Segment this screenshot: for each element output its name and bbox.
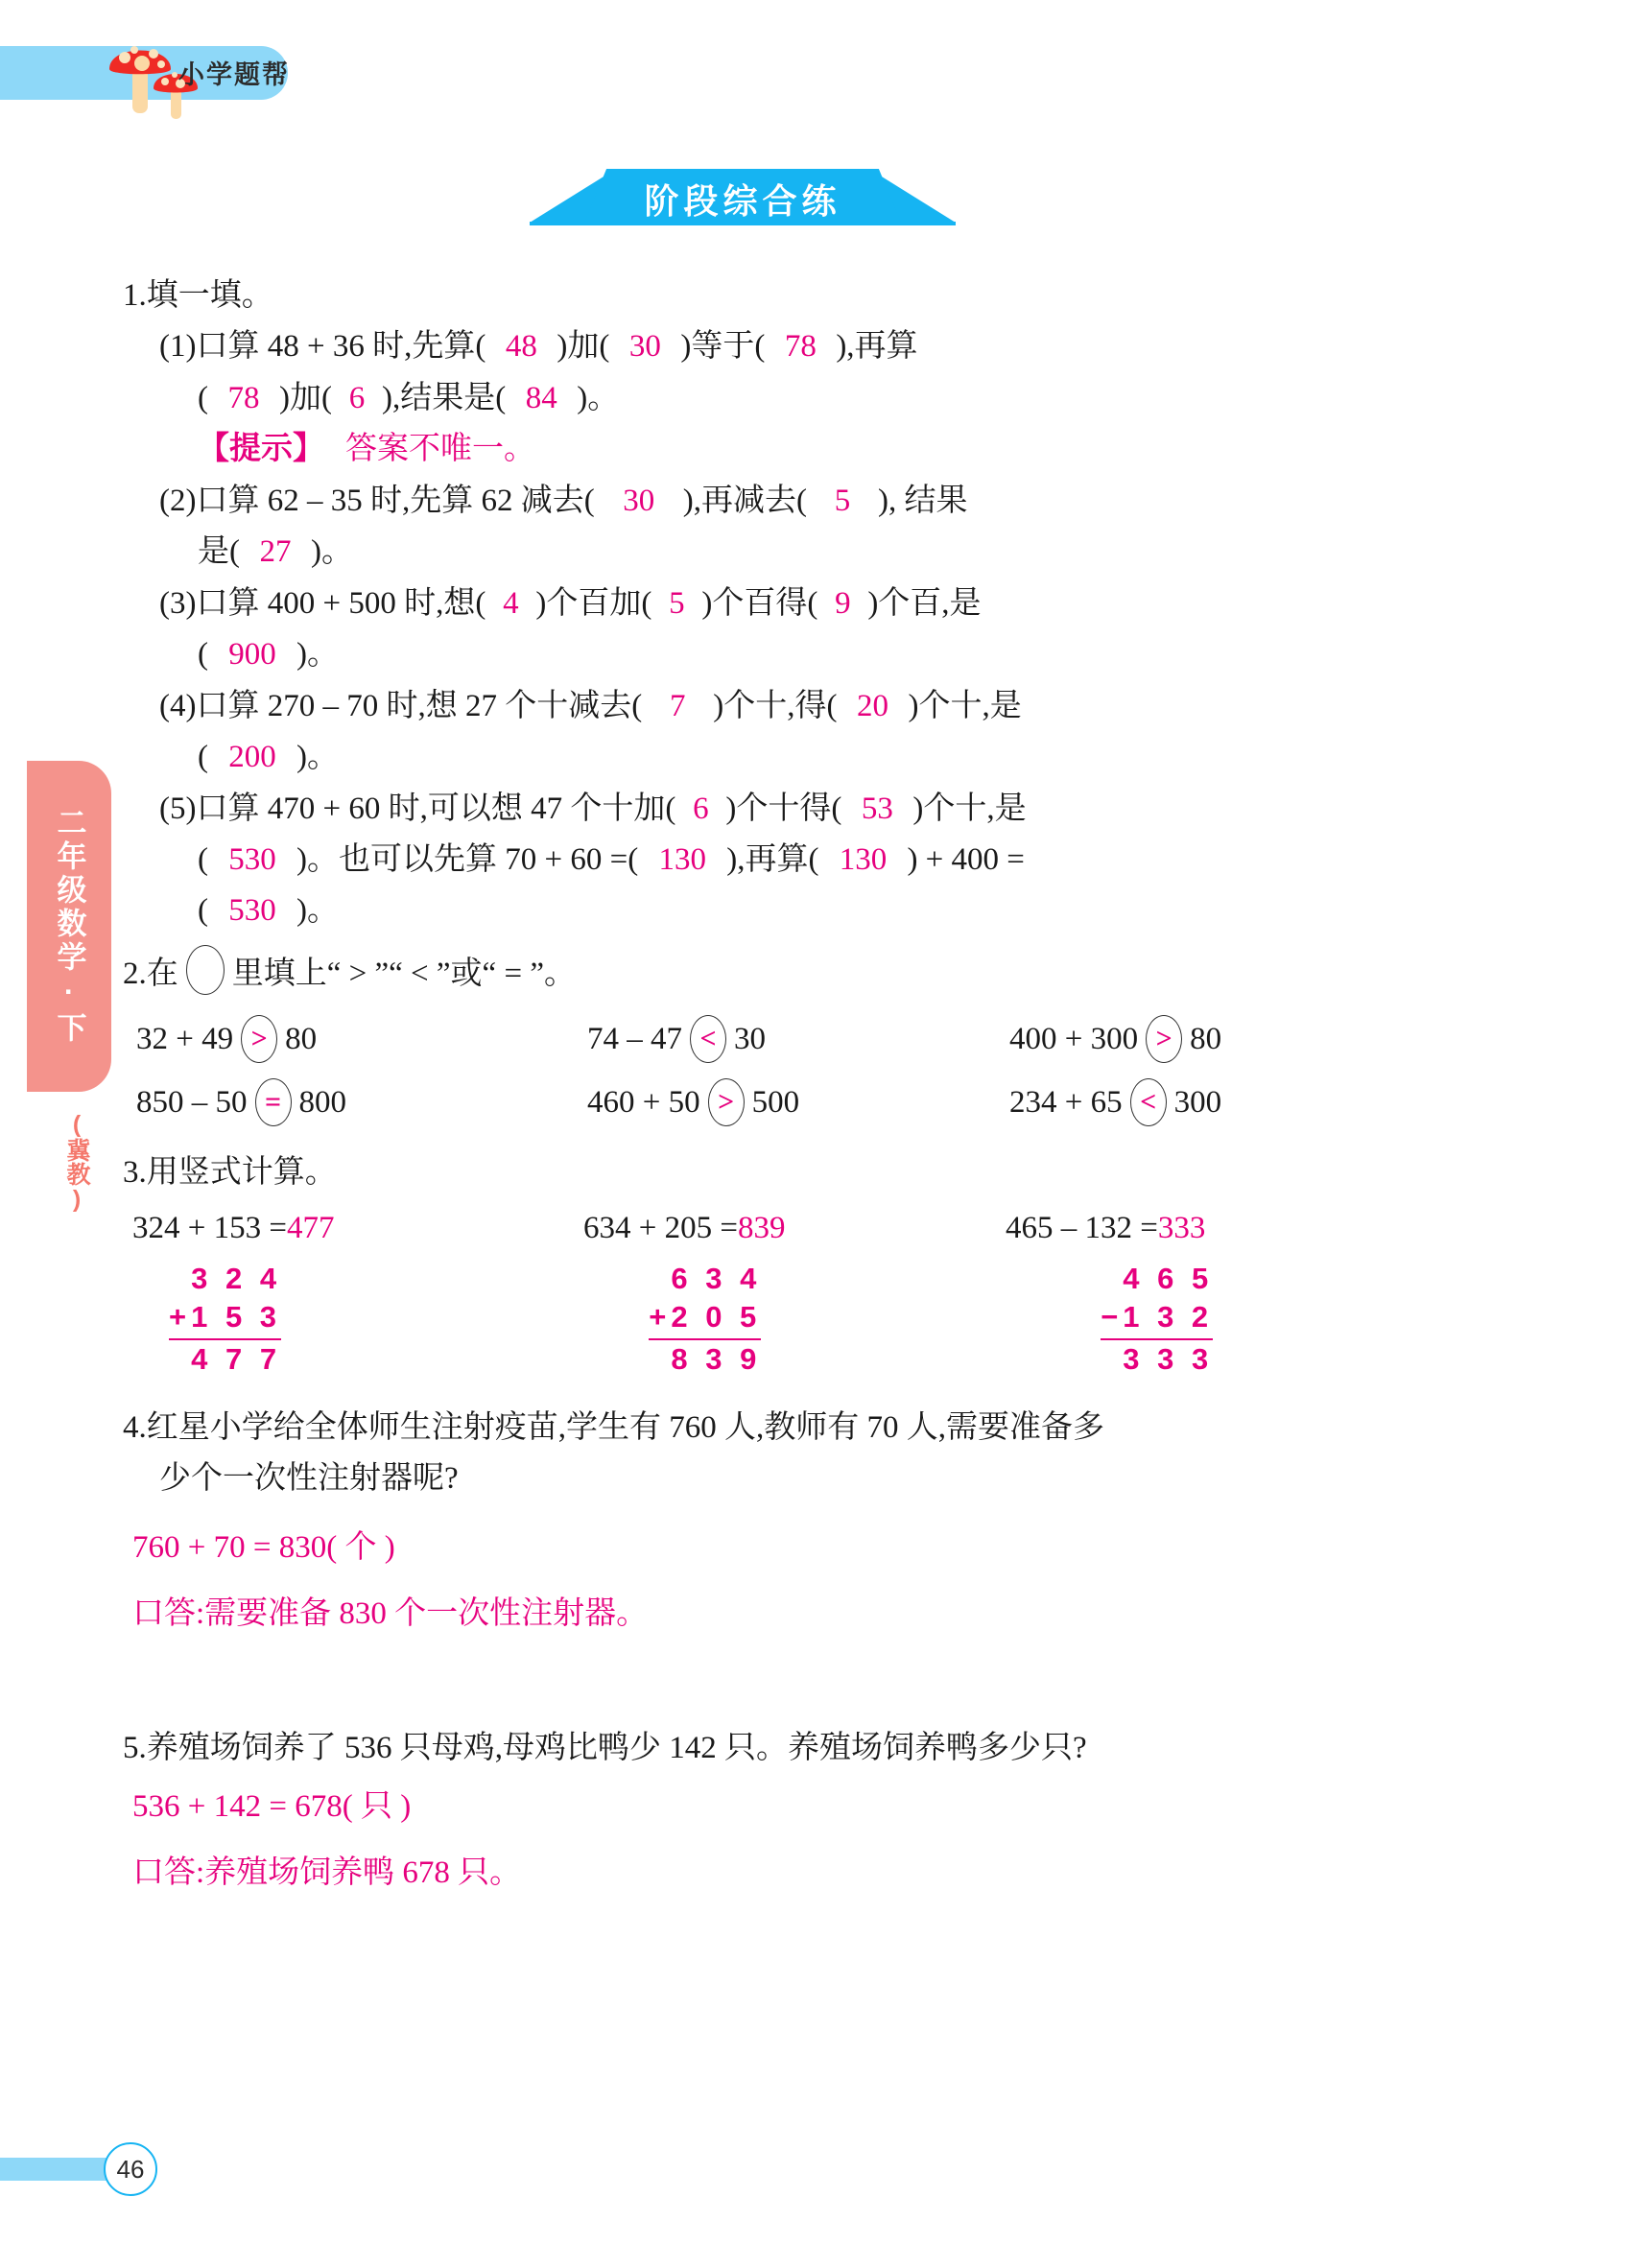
answer-blank[interactable]: 900 (228, 637, 276, 673)
text-fragment: )。 (296, 893, 339, 929)
comparison-row (123, 1015, 1514, 1063)
question-5-answer-expression[interactable]: 536 + 142 = 678( 只 ) (132, 1788, 412, 1824)
question-1-3-line2 (123, 629, 1514, 680)
text-fragment: 在 (146, 956, 178, 991)
text-fragment: ), 结果 (877, 483, 968, 518)
answer-blank[interactable]: 6 (693, 791, 709, 826)
answer-blank[interactable]: 9 (835, 585, 851, 621)
question-4-line1 (123, 1403, 1514, 1453)
text-fragment: )。 (577, 380, 620, 415)
comparison-left: 234 + 65 (1009, 1084, 1123, 1120)
question-1-2-line2 (123, 527, 1514, 578)
text-fragment: ),再算( (726, 841, 819, 877)
item-label: (5) (159, 791, 197, 826)
comparison-answer[interactable]: > (1146, 1015, 1182, 1063)
comparison-item (1009, 1015, 1432, 1063)
answer-blank[interactable]: 84 (525, 380, 557, 415)
question-4-line2 (123, 1453, 1514, 1504)
question-4-answer-statement[interactable]: 口答:需要准备 830 个一次性注射器。 (132, 1596, 649, 1632)
hint-row (123, 424, 1514, 475)
comparison-item (587, 1015, 1009, 1063)
comparison-left: 74 – 47 (587, 1021, 682, 1056)
text-fragment: ( (198, 893, 208, 929)
text-fragment: )个十,是 (912, 791, 1027, 826)
comparison-left: 460 + 50 (587, 1084, 700, 1120)
answer-blank[interactable]: 130 (658, 841, 706, 877)
item-label: (1) (159, 329, 197, 365)
comparison-row (123, 1078, 1514, 1126)
equation-expr: 324 + 153 = (132, 1210, 287, 1245)
question-5-text: 养殖场饲养了 536 只母鸡,母鸡比鸭少 142 只。养殖场饲养鸭多少只? (146, 1730, 1087, 1765)
answer-blank[interactable]: 5 (669, 585, 685, 621)
answer-blank[interactable]: 4 (503, 585, 519, 621)
text-fragment: )个百得( (701, 585, 818, 621)
question-1-5-line1 (123, 784, 1514, 835)
comparison-left: 850 – 50 (136, 1084, 248, 1120)
text-fragment: )。 (296, 740, 339, 775)
vertical-work-row (123, 1260, 1514, 1380)
vertical-sum: 4 7 7 (191, 1342, 282, 1377)
text-fragment: )等于( (680, 329, 766, 365)
comparison-answer[interactable]: < (1130, 1078, 1167, 1126)
question-1-1-line1 (123, 321, 1514, 372)
answer-blank[interactable]: 30 (628, 329, 661, 365)
brand-label: 小学题帮 (178, 60, 290, 89)
addend-top: 6 3 4 (671, 1261, 762, 1295)
text-fragment: 口算 470 + 60 时,可以想 47 个十加( (196, 791, 676, 826)
answer-blank[interactable]: 530 (228, 893, 276, 929)
page-number: 46 (104, 2142, 157, 2196)
vertical-equation (123, 1211, 583, 1246)
equation-result[interactable]: 333 (1157, 1210, 1206, 1245)
text-fragment: ),再减去( (682, 483, 807, 518)
question-5-answer-statement[interactable]: 口答:养殖场饲养鸭 678 只。 (132, 1855, 522, 1891)
question-1-number: 1. (123, 278, 147, 313)
answer-blank[interactable]: 200 (228, 740, 276, 775)
addend-bottom: +2 0 5 (649, 1298, 761, 1340)
comparison-right: 80 (1190, 1021, 1222, 1056)
text-fragment: 口算 270 – 70 时,想 27 个十减去( (196, 688, 643, 723)
question-3-prompt: 用竖式计算。 (146, 1155, 337, 1191)
text-fragment: ( (198, 637, 208, 673)
question-4-answer-expression[interactable]: 760 + 70 = 830( 个 ) (132, 1529, 395, 1565)
grade-subject-label: 二年级数学·下 (52, 807, 86, 1046)
vertical-work (1062, 1260, 1514, 1380)
text-fragment: ( (198, 841, 208, 877)
question-1-heading (123, 271, 1514, 321)
text-fragment: 口算 62 – 35 时,先算 62 减去( (196, 483, 595, 518)
text-fragment: )个十得( (725, 791, 842, 826)
comparison-answer[interactable]: > (241, 1015, 277, 1063)
publisher-label: (冀教) (63, 1111, 90, 1213)
comparison-item (123, 1015, 587, 1063)
text-fragment: )个百加( (535, 585, 652, 621)
comparison-item (1009, 1078, 1432, 1126)
comparison-left: 400 + 300 (1009, 1021, 1139, 1056)
question-5-line1 (123, 1723, 1514, 1774)
question-1-4-line1 (123, 681, 1514, 732)
text-fragment: )个十,得( (713, 688, 838, 723)
vertical-equation (583, 1211, 1006, 1246)
comparison-right: 80 (285, 1021, 318, 1056)
page-title: 阶段综合练 (644, 181, 841, 221)
text-fragment: 口算 400 + 500 时,想( (196, 585, 486, 621)
vertical-computation[interactable] (1101, 1260, 1213, 1380)
question-2-heading (123, 945, 1514, 1000)
question-1-prompt: 填一填。 (146, 278, 273, 313)
equation-result[interactable]: 477 (286, 1210, 335, 1245)
text-fragment: )。 (311, 534, 353, 570)
equation-expr: 465 – 132 = (1006, 1210, 1158, 1245)
answer-blank[interactable]: 53 (861, 791, 893, 826)
text-fragment: )加( (279, 380, 332, 415)
text-fragment: )。 (296, 637, 339, 673)
item-label: (4) (159, 688, 197, 723)
question-1-3-line1 (123, 579, 1514, 629)
comparison-left: 32 + 49 (136, 1021, 234, 1056)
hint-label: 【提示】 (198, 432, 324, 467)
vertical-equation (1006, 1211, 1428, 1246)
comparison-answer[interactable]: < (690, 1015, 726, 1063)
vertical-equation-row (123, 1211, 1514, 1246)
subtrahend-bottom: −1 3 2 (1101, 1298, 1213, 1340)
comparison-item (123, 1078, 587, 1126)
vertical-computation[interactable] (169, 1260, 281, 1380)
text-fragment: ) + 400 = (907, 841, 1025, 877)
comparison-right: 800 (298, 1084, 346, 1120)
comparison-answer[interactable]: = (255, 1078, 292, 1126)
minuend-top: 4 6 5 (1123, 1261, 1214, 1295)
question-4-text: 红星小学给全体师生注射疫苗,学生有 760 人,教师有 70 人,需要准备多 (146, 1409, 1104, 1445)
question-4-text-cont: 少个一次性注射器呢? (159, 1461, 459, 1497)
answer-blank[interactable]: 5 (834, 483, 851, 518)
answer-blank[interactable]: 7 (669, 688, 686, 723)
vertical-computation[interactable] (649, 1260, 761, 1380)
equation-result[interactable]: 839 (737, 1210, 786, 1245)
question-3-heading (123, 1147, 1514, 1198)
answer-blank[interactable]: 78 (227, 380, 260, 415)
grade-subject-tab (27, 761, 111, 1092)
text-fragment: ),结果是( (381, 380, 507, 415)
text-fragment: )。也可以先算 70 + 60 =( (296, 841, 639, 877)
comparison-right: 300 (1173, 1084, 1222, 1120)
vertical-work (610, 1260, 1062, 1380)
section-title-banner (0, 169, 1634, 232)
text-fragment: )加( (557, 329, 610, 365)
question-3-number: 3. (123, 1155, 147, 1191)
question-1-5-line3 (123, 886, 1514, 936)
text-fragment: )个百,是 (867, 585, 982, 621)
question-1-1-line2 (123, 373, 1514, 424)
comparison-circle-icon (186, 945, 225, 995)
answer-blank[interactable]: 48 (505, 329, 537, 365)
question-2-number: 2. (123, 956, 147, 991)
item-label: (3) (159, 585, 197, 621)
comparison-right: 500 (751, 1084, 800, 1120)
answer-blank[interactable]: 530 (228, 841, 276, 877)
addend-top: 3 2 4 (191, 1261, 282, 1295)
question-5-number: 5. (123, 1730, 147, 1765)
answer-blank[interactable]: 27 (259, 534, 292, 570)
hint-text: 答案不唯一。 (345, 432, 535, 467)
text-fragment: 是( (198, 534, 240, 570)
answer-blank[interactable]: 6 (348, 380, 366, 415)
text-fragment: ),再算 (836, 329, 918, 365)
comparison-answer[interactable]: > (708, 1078, 745, 1126)
vertical-work (123, 1260, 610, 1380)
exercise-content (123, 271, 1514, 1900)
answer-blank[interactable]: 130 (839, 841, 888, 877)
answer-blank[interactable]: 30 (623, 483, 655, 518)
text-fragment: 里填上“ > ”“ < ”或“ = ”。 (231, 956, 576, 991)
answer-blank[interactable]: 78 (784, 329, 817, 365)
question-1-2-line1 (123, 476, 1514, 527)
text-fragment: ( (198, 740, 208, 775)
text-fragment: )个十,是 (908, 688, 1022, 723)
question-4-number: 4. (123, 1409, 147, 1445)
answer-blank[interactable]: 20 (856, 688, 888, 723)
comparison-right: 30 (734, 1021, 766, 1056)
comparison-item (587, 1078, 1009, 1126)
item-label: (2) (159, 483, 197, 518)
vertical-sum: 8 3 9 (671, 1342, 762, 1377)
text-fragment: ( (198, 380, 208, 415)
addend-bottom: +1 5 3 (169, 1298, 281, 1340)
question-1-4-line2 (123, 732, 1514, 783)
text-fragment: 口算 48 + 36 时,先算( (196, 329, 486, 365)
vertical-difference: 3 3 3 (1123, 1342, 1214, 1377)
question-1-5-line2 (123, 835, 1514, 886)
equation-expr: 634 + 205 = (583, 1210, 738, 1245)
